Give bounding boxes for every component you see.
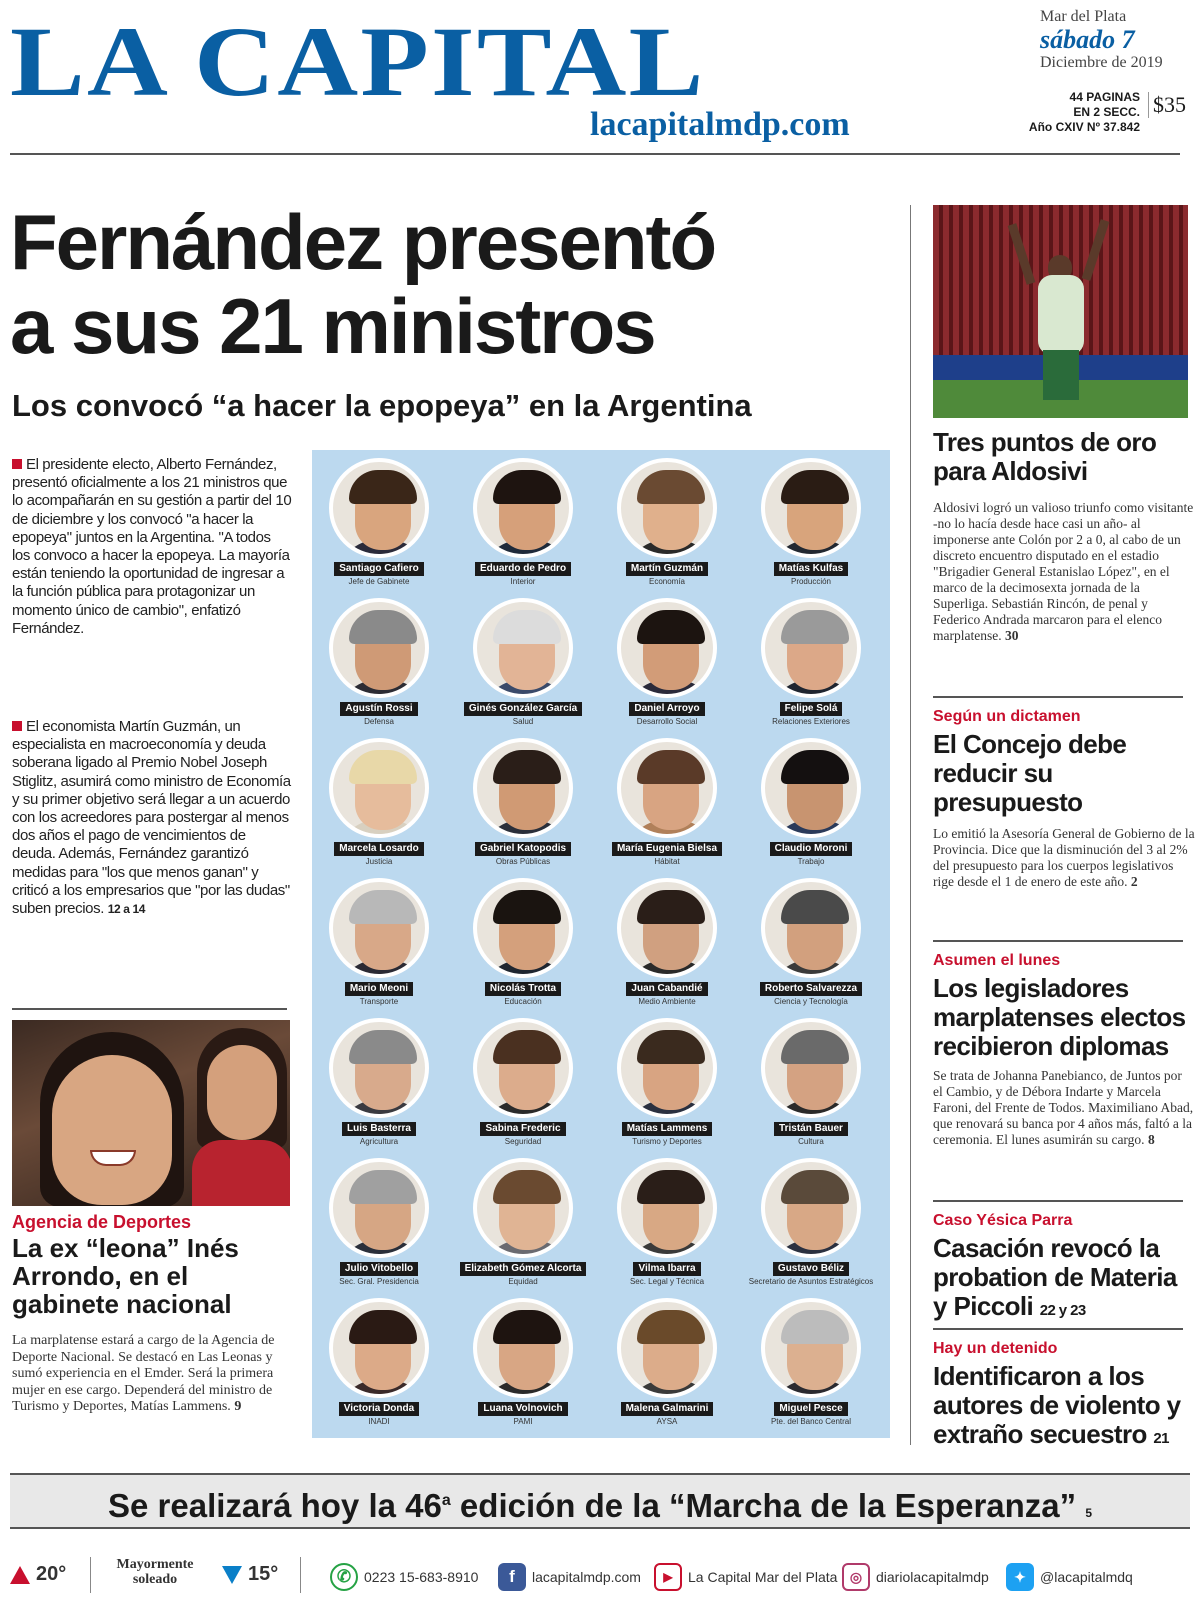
minister-card[interactable] xyxy=(746,458,876,587)
minister-role: Salud xyxy=(512,717,534,726)
facebook-handle: lacapitalmdp.com xyxy=(532,1569,641,1585)
minister-name: Mario Meoni xyxy=(345,982,413,996)
dateline-date: Diciembre de 2019 xyxy=(1040,54,1163,71)
marcha-banner[interactable] xyxy=(10,1473,1190,1529)
minister-portrait xyxy=(473,878,573,978)
minister-portrait xyxy=(617,878,717,978)
youtube-link[interactable] xyxy=(654,1563,837,1591)
left-story-headline[interactable]: La ex “leona” Inés Arrondo, en el gabinete nacional xyxy=(12,1233,239,1319)
minister-name: Miguel Pesce xyxy=(774,1402,847,1416)
minister-role: Interior xyxy=(510,577,536,586)
minister-name: Agustín Rossi xyxy=(340,702,417,716)
minister-role: Transporte xyxy=(359,997,399,1006)
minister-portrait xyxy=(617,738,717,838)
main-headline-line-2: a sus 21 ministros xyxy=(10,282,655,370)
banner-ordinal: a xyxy=(441,1492,451,1509)
casacion-text: Casación revocó la probation de Materia y Piccoli xyxy=(933,1233,1177,1321)
twitter-icon: ✦ xyxy=(1006,1563,1034,1591)
issue-number: Año CXIV Nº 37.842 xyxy=(1028,120,1140,134)
minister-role: Sec. Legal y Técnica xyxy=(629,1277,705,1286)
minister-card[interactable] xyxy=(458,1298,588,1427)
minister-portrait xyxy=(329,598,429,698)
minister-role: Trabajo xyxy=(797,857,825,866)
temp-min-value: 15° xyxy=(248,1563,279,1585)
minister-role: INADI xyxy=(368,1417,390,1426)
legisladores-headline[interactable]: Los legisladores marplatenses electos recibieron diplomas xyxy=(933,973,1186,1061)
minister-name: Juan Cabandié xyxy=(626,982,707,996)
minister-name: Malena Galmarini xyxy=(621,1402,714,1416)
minister-role: Justicia xyxy=(365,857,393,866)
minister-card[interactable] xyxy=(602,878,732,1007)
minister-portrait xyxy=(329,1298,429,1398)
price: $35 xyxy=(1148,92,1186,118)
minister-portrait xyxy=(617,458,717,558)
minister-card[interactable] xyxy=(314,598,444,727)
yesica-parra-kicker: Caso Yésica Parra xyxy=(933,1212,1073,1229)
minister-card[interactable] xyxy=(458,878,588,1007)
page-reference: 30 xyxy=(1004,628,1019,643)
lead-2-text: El economista Martín Guzmán, un especialista en macroeconomía y deuda soberana ligado al Premio Nobel Joseph Stiglitz, asumirá como ministro de Economía y su primer objetivo será llegar a un acuerdo con los acreedores para postergar al menos dos años el pago de vencimientos de deuda. Además, Fernández garantizó medidas para "los que menos ganan" y criticó a los empresarios que "por las dudas" suben precios. xyxy=(12,718,291,918)
temp-min xyxy=(222,1563,278,1586)
page-reference: 2 xyxy=(1130,874,1138,889)
lead-1-text: El presidente electo, Alberto Fernández, presentó oficialmente a los 21 ministros que lo acompañarán en su gestión a partir del 10 de diciembre y los convocó "a hacer la epopeya" juntos en la Argentina. "A todos los convoco a hacer la epopeya. La mayoría están teniendo la oportunidad de ingresar a la función pública para protagonizar un momento único de cambio", enfatizó Fernández. xyxy=(12,456,292,637)
minister-portrait xyxy=(761,738,861,838)
minister-card[interactable] xyxy=(746,1158,876,1287)
minister-role: Defensa xyxy=(364,717,394,726)
minister-role: Producción xyxy=(790,577,832,586)
minister-card[interactable] xyxy=(602,738,732,867)
instagram-handle: diariolacapitalmdp xyxy=(876,1569,989,1585)
minister-role: Ciencia y Tecnología xyxy=(774,997,848,1006)
banner-text-start: Se realizará hoy la 46 xyxy=(107,1487,442,1524)
minister-role: Seguridad xyxy=(504,1137,542,1146)
minister-role: Relaciones Exteriores xyxy=(772,717,850,726)
aldosivi-text: Aldosivi logró un valioso triunfo como visitante -no lo hacía desde hace casi un año- al imponerse ante Colón por 2 a 0, al cabo de un discreto encuentro disputado en el estadio "Brigadier General Estanislao López", en el marco de la decimosexta jornada de la Superliga. Sebastián Rincón, de penal y Federico Andrada marcaron para el elenco marplatense. xyxy=(933,500,1194,643)
left-story-text: La marplatense estará a cargo de la Agencia de Deporte Nacional. Se destacó en Las Leonas y sumó experiencia en el Emder. Será la primera mujer en ese cargo. Dependerá del ministro de Turismo y Deportes, Matías Lammens. xyxy=(12,1333,275,1414)
right-divider xyxy=(933,696,1183,698)
main-headline[interactable] xyxy=(10,200,890,368)
minister-card[interactable] xyxy=(458,598,588,727)
minister-name: Victoria Donda xyxy=(339,1402,419,1416)
minister-role: Medio Ambiente xyxy=(638,997,696,1006)
minister-role: Obras Públicas xyxy=(495,857,551,866)
left-divider xyxy=(12,1008,287,1010)
dateline-city: Mar del Plata xyxy=(1040,8,1127,25)
minister-card[interactable] xyxy=(314,1018,444,1147)
footer-divider xyxy=(300,1557,301,1593)
lead-paragraph-2 xyxy=(12,718,292,918)
minister-role: Hábitat xyxy=(654,857,680,866)
minister-portrait xyxy=(761,458,861,558)
facebook-icon: f xyxy=(498,1563,526,1591)
cabinet-grid xyxy=(312,450,890,1438)
minister-card[interactable] xyxy=(314,1158,444,1287)
twitter-handle: @lacapitalmdq xyxy=(1040,1569,1133,1585)
masthead-url[interactable]: lacapitalmdp.com xyxy=(590,106,850,143)
minister-name: Luis Basterra xyxy=(342,1122,416,1136)
lead-paragraph-1 xyxy=(12,456,292,638)
minister-role: Educación xyxy=(504,997,542,1006)
minister-name: Nicolás Trotta xyxy=(485,982,561,996)
footer xyxy=(10,1555,1190,1601)
minister-card[interactable] xyxy=(458,738,588,867)
minister-name: Luana Volnovich xyxy=(478,1402,567,1416)
minister-portrait xyxy=(329,1018,429,1118)
minister-card[interactable] xyxy=(314,878,444,1007)
casacion-headline[interactable] xyxy=(933,1234,1193,1325)
arrow-down-icon xyxy=(222,1566,242,1584)
minister-card[interactable] xyxy=(458,1158,588,1287)
minister-portrait xyxy=(329,878,429,978)
left-story-body xyxy=(12,1333,294,1416)
banner-text-end: edición de la “Marcha de la Esperanza” xyxy=(450,1487,1077,1524)
right-divider xyxy=(933,1200,1183,1202)
legisladores-body xyxy=(933,1068,1195,1148)
minister-role: Equidad xyxy=(508,1277,538,1286)
page-reference: 12 a 14 xyxy=(107,902,145,917)
minister-name: Daniel Arroyo xyxy=(629,702,704,716)
left-story-kicker: Agencia de Deportes xyxy=(12,1212,192,1232)
twitter-link[interactable] xyxy=(1006,1563,1133,1591)
right-divider xyxy=(933,940,1183,942)
weather-text: Mayormente soleado xyxy=(116,1557,194,1587)
right-divider xyxy=(933,1328,1183,1330)
masthead-logo: LA CAPITAL xyxy=(10,6,706,117)
legisladores-kicker: Asumen el lunes xyxy=(933,952,1061,969)
minister-portrait xyxy=(473,458,573,558)
minister-name: Claudio Moroni xyxy=(770,842,853,856)
minister-card[interactable] xyxy=(746,598,876,727)
page-count: 44 PAGINAS xyxy=(1069,90,1140,104)
minister-name: Martín Guzmán xyxy=(626,562,708,576)
minister-portrait xyxy=(473,1018,573,1118)
minister-portrait xyxy=(761,1018,861,1118)
minister-portrait xyxy=(617,1158,717,1258)
minister-role: Pte. del Banco Central xyxy=(770,1417,852,1426)
minister-role: Cultura xyxy=(798,1137,824,1146)
minister-name: Ginés González García xyxy=(464,702,582,716)
concejo-body xyxy=(933,826,1195,890)
minister-card[interactable] xyxy=(314,738,444,867)
minister-portrait xyxy=(473,598,573,698)
minister-card[interactable] xyxy=(314,1298,444,1427)
minister-role: Sec. Gral. Presidencia xyxy=(339,1277,419,1286)
minister-role: Secretario de Asuntos Estratégicos xyxy=(748,1277,874,1286)
minister-name: Julio Vitobello xyxy=(340,1262,418,1276)
masthead-divider xyxy=(10,153,1180,155)
detenido-kicker: Hay un detenido xyxy=(933,1340,1058,1357)
minister-portrait xyxy=(329,1158,429,1258)
page-reference: 9 xyxy=(234,1399,242,1414)
main-headline-line-1: Fernández presentó xyxy=(10,198,716,286)
minister-portrait xyxy=(329,458,429,558)
page-reference: 8 xyxy=(1147,1132,1155,1147)
page-reference: 22 y 23 xyxy=(1039,1302,1086,1319)
arrow-up-icon xyxy=(10,1566,30,1584)
minister-name: Roberto Salvarezza xyxy=(760,982,862,996)
minister-name: Matías Kulfas xyxy=(774,562,848,576)
minister-portrait xyxy=(473,738,573,838)
minister-name: Vilma Ibarra xyxy=(633,1262,700,1276)
main-subheadline: Los convocó “a hacer la epopeya” en la Argentina xyxy=(12,388,752,423)
minister-role: Agricultura xyxy=(359,1137,399,1146)
minister-card[interactable] xyxy=(458,458,588,587)
whatsapp-icon: ✆ xyxy=(330,1563,358,1591)
minister-portrait xyxy=(473,1298,573,1398)
minister-role: Turismo y Deportes xyxy=(632,1137,702,1146)
minister-name: Matías Lammens xyxy=(622,1122,713,1136)
secuestro-text: Identificaron a los autores de violento y extraño secuestro xyxy=(933,1361,1181,1449)
column-divider xyxy=(910,205,911,1445)
bullet-icon xyxy=(12,459,22,469)
ines-arrondo-photo xyxy=(12,1020,290,1206)
minister-name: María Eugenia Bielsa xyxy=(612,842,722,856)
concejo-headline[interactable]: El Concejo debe reducir su presupuesto xyxy=(933,729,1127,817)
minister-name: Gustavo Béliz xyxy=(773,1262,849,1276)
concejo-kicker: Según un dictamen xyxy=(933,708,1081,725)
minister-name: Gabriel Katopodis xyxy=(475,842,571,856)
page-reference: 21 xyxy=(1153,1430,1169,1447)
minister-card[interactable] xyxy=(746,738,876,867)
weather xyxy=(100,1557,210,1587)
secuestro-headline[interactable] xyxy=(933,1362,1193,1453)
facebook-link[interactable] xyxy=(498,1563,641,1591)
concejo-text: Lo emitió la Asesoría General de Gobierno de la Provincia. Dice que la disminución del 3 al 2% del presupuesto para los cuerpos legislativos rige desde el 1 de enero de este año. xyxy=(933,826,1195,889)
minister-card[interactable] xyxy=(746,1298,876,1427)
minister-name: Marcela Losardo xyxy=(334,842,423,856)
minister-role: Desarrollo Social xyxy=(636,717,698,726)
minister-card[interactable] xyxy=(458,1018,588,1147)
instagram-icon: ◎ xyxy=(842,1563,870,1591)
minister-portrait xyxy=(473,1158,573,1258)
minister-name: Felipe Solá xyxy=(780,702,843,716)
page-reference: 5 xyxy=(1085,1506,1093,1520)
minister-portrait xyxy=(761,1298,861,1398)
minister-portrait xyxy=(761,1158,861,1258)
minister-card[interactable] xyxy=(746,1018,876,1147)
bullet-icon xyxy=(12,721,22,731)
issue-info xyxy=(1000,90,1140,135)
aldosivi-photo xyxy=(933,205,1188,418)
temp-max xyxy=(10,1563,66,1586)
aldosivi-headline[interactable]: Tres puntos de oro para Aldosivi xyxy=(933,427,1157,486)
minister-role: PAMI xyxy=(513,1417,533,1426)
legisladores-text: Se trata de Johanna Panebianco, de Juntos por el Cambio, y de Débora Indarte y Marcela Faroni, del Frente de Todos. Maximiliano Abad, que renovará su banca por 4 años más, faltó a la ceremonia. El lunes asumirán su cargo. xyxy=(933,1068,1194,1147)
minister-name: Elizabeth Gómez Alcorta xyxy=(460,1262,587,1276)
whatsapp-number: 0223 15-683-8910 xyxy=(364,1569,479,1585)
whatsapp-link[interactable] xyxy=(330,1563,478,1591)
minister-portrait xyxy=(329,738,429,838)
instagram-link[interactable] xyxy=(842,1563,989,1591)
minister-portrait xyxy=(617,598,717,698)
minister-card[interactable] xyxy=(602,598,732,727)
minister-card[interactable] xyxy=(602,458,732,587)
youtube-icon: ▶ xyxy=(654,1563,682,1591)
minister-name: Tristán Bauer xyxy=(774,1122,848,1136)
minister-card[interactable] xyxy=(602,1158,732,1287)
dateline xyxy=(1040,8,1190,72)
dateline-day: sábado 7 xyxy=(1040,25,1135,54)
minister-name: Eduardo de Pedro xyxy=(475,562,571,576)
aldosivi-body xyxy=(933,500,1195,644)
minister-card[interactable] xyxy=(602,1018,732,1147)
minister-role: Economía xyxy=(648,577,686,586)
minister-card[interactable] xyxy=(746,878,876,1007)
section-count: EN 2 SECC. xyxy=(1073,105,1140,119)
minister-portrait xyxy=(617,1018,717,1118)
minister-portrait xyxy=(617,1298,717,1398)
minister-portrait xyxy=(761,878,861,978)
minister-role: AYSA xyxy=(656,1417,678,1426)
minister-role: Jefe de Gabinete xyxy=(348,577,410,586)
temp-max-value: 20° xyxy=(36,1563,67,1585)
minister-card[interactable] xyxy=(602,1298,732,1427)
youtube-handle: La Capital Mar del Plata xyxy=(688,1569,838,1585)
minister-name: Santiago Cafiero xyxy=(334,562,423,576)
minister-portrait xyxy=(761,598,861,698)
minister-card[interactable] xyxy=(314,458,444,587)
minister-name: Sabina Frederic xyxy=(480,1122,565,1136)
footer-divider xyxy=(90,1557,91,1593)
